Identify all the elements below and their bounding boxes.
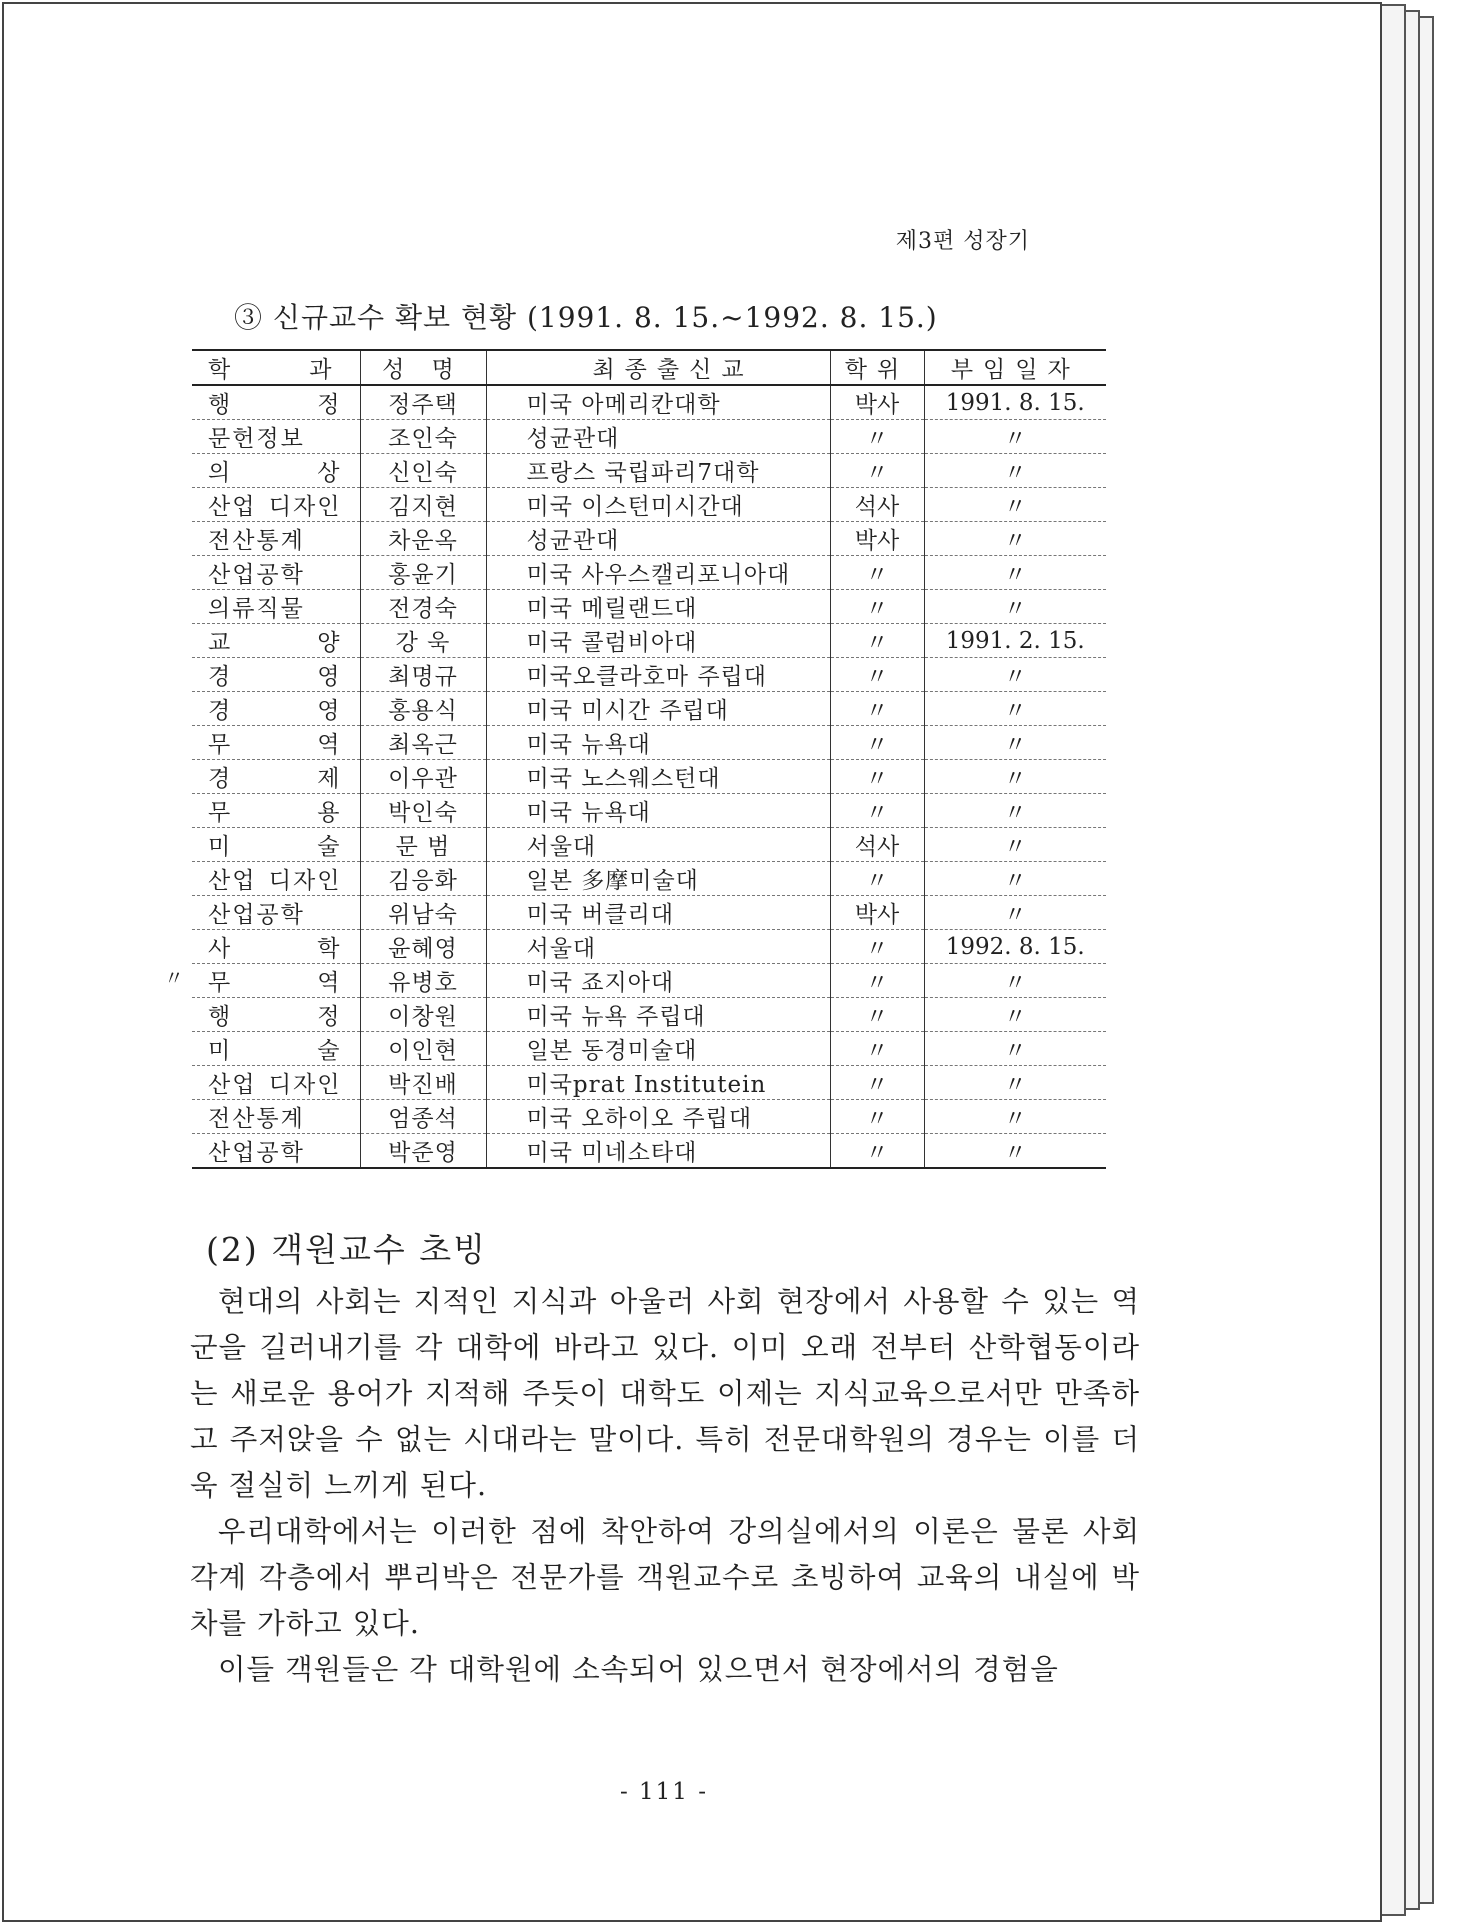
table-row (192, 1032, 1106, 1066)
cell-department: 전산통계 (192, 522, 360, 556)
cell-name: 문 범 (360, 828, 486, 862)
cell-degree: 〃 (830, 692, 924, 726)
cell-department: 행 정 (192, 998, 360, 1032)
cell-date: 〃 (924, 1066, 1106, 1100)
cell-school: 서울대 (486, 828, 830, 862)
cell-date: 〃 (924, 1134, 1106, 1169)
cell-name: 강 욱 (360, 624, 486, 658)
cell-department: 전산통계 (192, 1100, 360, 1134)
cell-department: 경 영 (192, 692, 360, 726)
cell-department: 교 양 (192, 624, 360, 658)
cell-department: 무 역 (192, 726, 360, 760)
cell-date: 〃 (924, 1100, 1106, 1134)
cell-school: 미국 미네소타대 (486, 1134, 830, 1169)
paragraph: 이들 객원들은 각 대학원에 소속되어 있으면서 현장에서의 경험을 (218, 1653, 1059, 1686)
table-row (192, 454, 1106, 488)
cell-school: 미국 메릴랜드대 (486, 590, 830, 624)
cell-degree: 석사 (830, 488, 924, 522)
cell-school: 미국 뉴욕대 (486, 726, 830, 760)
cell-department: 문헌정보 (192, 420, 360, 454)
cell-degree: 〃 (830, 794, 924, 828)
cell-date: 1991. 2. 15. (924, 624, 1106, 658)
cell-school: 미국 콜럼비아대 (486, 624, 830, 658)
cell-date: 〃 (924, 726, 1106, 760)
table-title: ③ 신규교수 확보 현황 (1991. 8. 15.~1992. 8. 15.) (234, 301, 938, 334)
table-row (192, 420, 1106, 454)
table-row (192, 828, 1106, 862)
running-header: 제3편 성장기 (895, 229, 1030, 254)
cell-name: 김지현 (360, 488, 486, 522)
paragraph: 현대의 사회는 지적인 지식과 아울러 사회 현장에서 사용할 수 있는 역군을 길러내기를 각 대학에 바라고 있다. 이미 오래 전부터 산학협동이라는 새로운 용어가 지적해 주듯이 대학도 이제는 지식교육으로서만 만족하고 주저앉을 수 없는 시대라는 말이다. 특히 전문대학원의 경우는 이를 더욱 절실히 느끼게 된다. (190, 1285, 1140, 1502)
cell-date: 〃 (924, 998, 1106, 1032)
table-row (192, 522, 1106, 556)
cell-school: 미국 버클리대 (486, 896, 830, 930)
cell-school: 서울대 (486, 930, 830, 964)
cell-name: 이인현 (360, 1032, 486, 1066)
cell-degree: 〃 (830, 420, 924, 454)
cell-name: 박인숙 (360, 794, 486, 828)
table-row (192, 794, 1106, 828)
cell-department: 산업 디자인 (192, 488, 360, 522)
cell-school: 미국 뉴욕대 (486, 794, 830, 828)
cell-date: 〃 (924, 794, 1106, 828)
cell-degree: 〃 (830, 1066, 924, 1100)
cell-department: 산업공학 (192, 1134, 360, 1169)
paragraph: 우리대학에서는 이러한 점에 착안하여 강의실에서의 이론은 물론 사회 각계 각층에서 뿌리박은 전문가를 객원교수로 초빙하여 교육의 내실에 박차를 가하고 있다. (190, 1515, 1140, 1640)
cell-department: 행 정 (192, 385, 360, 420)
table-row (192, 998, 1106, 1032)
cell-school: 프랑스 국립파리7대학 (486, 454, 830, 488)
cell-degree: 〃 (830, 726, 924, 760)
cell-school: 미국 죠지아대 (486, 964, 830, 998)
cell-degree: 박사 (830, 385, 924, 420)
cell-department: 미 술 (192, 828, 360, 862)
cell-degree: 〃 (830, 454, 924, 488)
cell-date: 〃 (924, 828, 1106, 862)
cell-date: 〃 (924, 964, 1106, 998)
table-row (192, 658, 1106, 692)
cell-department: 산업 디자인 (192, 1066, 360, 1100)
cell-school: 미국 이스턴미시간대 (486, 488, 830, 522)
table-row (192, 1066, 1106, 1100)
header-degree: 학위 (830, 350, 924, 385)
table-row (192, 1100, 1106, 1134)
cell-degree: 〃 (830, 590, 924, 624)
header-department: 학 과 (192, 350, 360, 385)
cell-school: 미국 노스웨스턴대 (486, 760, 830, 794)
table-row (192, 896, 1106, 930)
table-row (192, 624, 1106, 658)
cell-date: 〃 (924, 1032, 1106, 1066)
cell-degree: 〃 (830, 964, 924, 998)
table-row (192, 726, 1106, 760)
cell-degree: 〃 (830, 1134, 924, 1169)
cell-name: 최명규 (360, 658, 486, 692)
header-date: 부임일자 (924, 350, 1106, 385)
cell-department: 의류직물 (192, 590, 360, 624)
cell-name: 유병호 (360, 964, 486, 998)
cell-degree: 〃 (830, 760, 924, 794)
section-heading: (2) 객원교수 초빙 (206, 1230, 487, 1269)
body-text (190, 1279, 1140, 1693)
table-row (192, 385, 1106, 420)
table-row (192, 556, 1106, 590)
table-body (192, 385, 1106, 1168)
cell-date: 〃 (924, 692, 1106, 726)
table-header-row (192, 350, 1106, 385)
cell-name: 이창원 (360, 998, 486, 1032)
cell-school: 성균관대 (486, 522, 830, 556)
cell-department: 사 학 (192, 930, 360, 964)
cell-degree: 〃 (830, 930, 924, 964)
cell-date: 〃 (924, 556, 1106, 590)
margin-mark: 〃 (164, 966, 184, 990)
cell-department: 무 역 (192, 964, 360, 998)
cell-school: 일본 동경미술대 (486, 1032, 830, 1066)
table-row (192, 692, 1106, 726)
cell-school: 성균관대 (486, 420, 830, 454)
cell-date: 〃 (924, 420, 1106, 454)
cell-date: 1991. 8. 15. (924, 385, 1106, 420)
table-row (192, 862, 1106, 896)
cell-department: 의 상 (192, 454, 360, 488)
cell-name: 전경숙 (360, 590, 486, 624)
cell-date: 1992. 8. 15. (924, 930, 1106, 964)
cell-degree: 박사 (830, 896, 924, 930)
cell-degree: 〃 (830, 1032, 924, 1066)
cell-school: 미국 오하이오 주립대 (486, 1100, 830, 1134)
cell-school: 미국 미시간 주립대 (486, 692, 830, 726)
cell-name: 이우관 (360, 760, 486, 794)
cell-department: 미 술 (192, 1032, 360, 1066)
page-stack-edge (1380, 4, 1406, 1916)
cell-name: 최옥근 (360, 726, 486, 760)
cell-school: 미국prat Institutein (486, 1066, 830, 1100)
cell-name: 차운옥 (360, 522, 486, 556)
cell-department: 산업공학 (192, 556, 360, 590)
cell-name: 홍윤기 (360, 556, 486, 590)
cell-name: 김응화 (360, 862, 486, 896)
cell-degree: 〃 (830, 556, 924, 590)
cell-name: 위남숙 (360, 896, 486, 930)
cell-name: 박준영 (360, 1134, 486, 1169)
cell-date: 〃 (924, 522, 1106, 556)
cell-name: 홍용식 (360, 692, 486, 726)
cell-department: 산업 디자인 (192, 862, 360, 896)
cell-name: 엄종석 (360, 1100, 486, 1134)
cell-date: 〃 (924, 590, 1106, 624)
cell-school: 미국 뉴욕 주립대 (486, 998, 830, 1032)
cell-degree: 〃 (830, 1100, 924, 1134)
cell-date: 〃 (924, 862, 1106, 896)
document-page (2, 2, 1382, 1922)
cell-date: 〃 (924, 454, 1106, 488)
cell-name: 정주택 (360, 385, 486, 420)
table-row (192, 488, 1106, 522)
cell-date: 〃 (924, 658, 1106, 692)
new-faculty-table (192, 349, 1106, 1169)
cell-date: 〃 (924, 760, 1106, 794)
table-row (192, 760, 1106, 794)
page-number: - 111 - (619, 1779, 709, 1805)
cell-department: 경 영 (192, 658, 360, 692)
cell-date: 〃 (924, 488, 1106, 522)
table-row (192, 964, 1106, 998)
table-row (192, 1134, 1106, 1169)
cell-name: 조인숙 (360, 420, 486, 454)
cell-name: 윤혜영 (360, 930, 486, 964)
cell-name: 신인숙 (360, 454, 486, 488)
cell-degree: 박사 (830, 522, 924, 556)
cell-degree: 석사 (830, 828, 924, 862)
cell-department: 경 제 (192, 760, 360, 794)
cell-date: 〃 (924, 896, 1106, 930)
cell-school: 미국오클라호마 주립대 (486, 658, 830, 692)
cell-school: 일본 多摩미술대 (486, 862, 830, 896)
cell-department: 산업공학 (192, 896, 360, 930)
cell-degree: 〃 (830, 862, 924, 896)
cell-degree: 〃 (830, 658, 924, 692)
header-school: 최종출신교 (486, 350, 830, 385)
cell-name: 박진배 (360, 1066, 486, 1100)
header-name: 성 명 (360, 350, 486, 385)
table-row (192, 590, 1106, 624)
cell-degree: 〃 (830, 998, 924, 1032)
cell-school: 미국 사우스캘리포니아대 (486, 556, 830, 590)
table-row (192, 930, 1106, 964)
cell-school: 미국 아메리칸대학 (486, 385, 830, 420)
cell-department: 무 용 (192, 794, 360, 828)
cell-degree: 〃 (830, 624, 924, 658)
